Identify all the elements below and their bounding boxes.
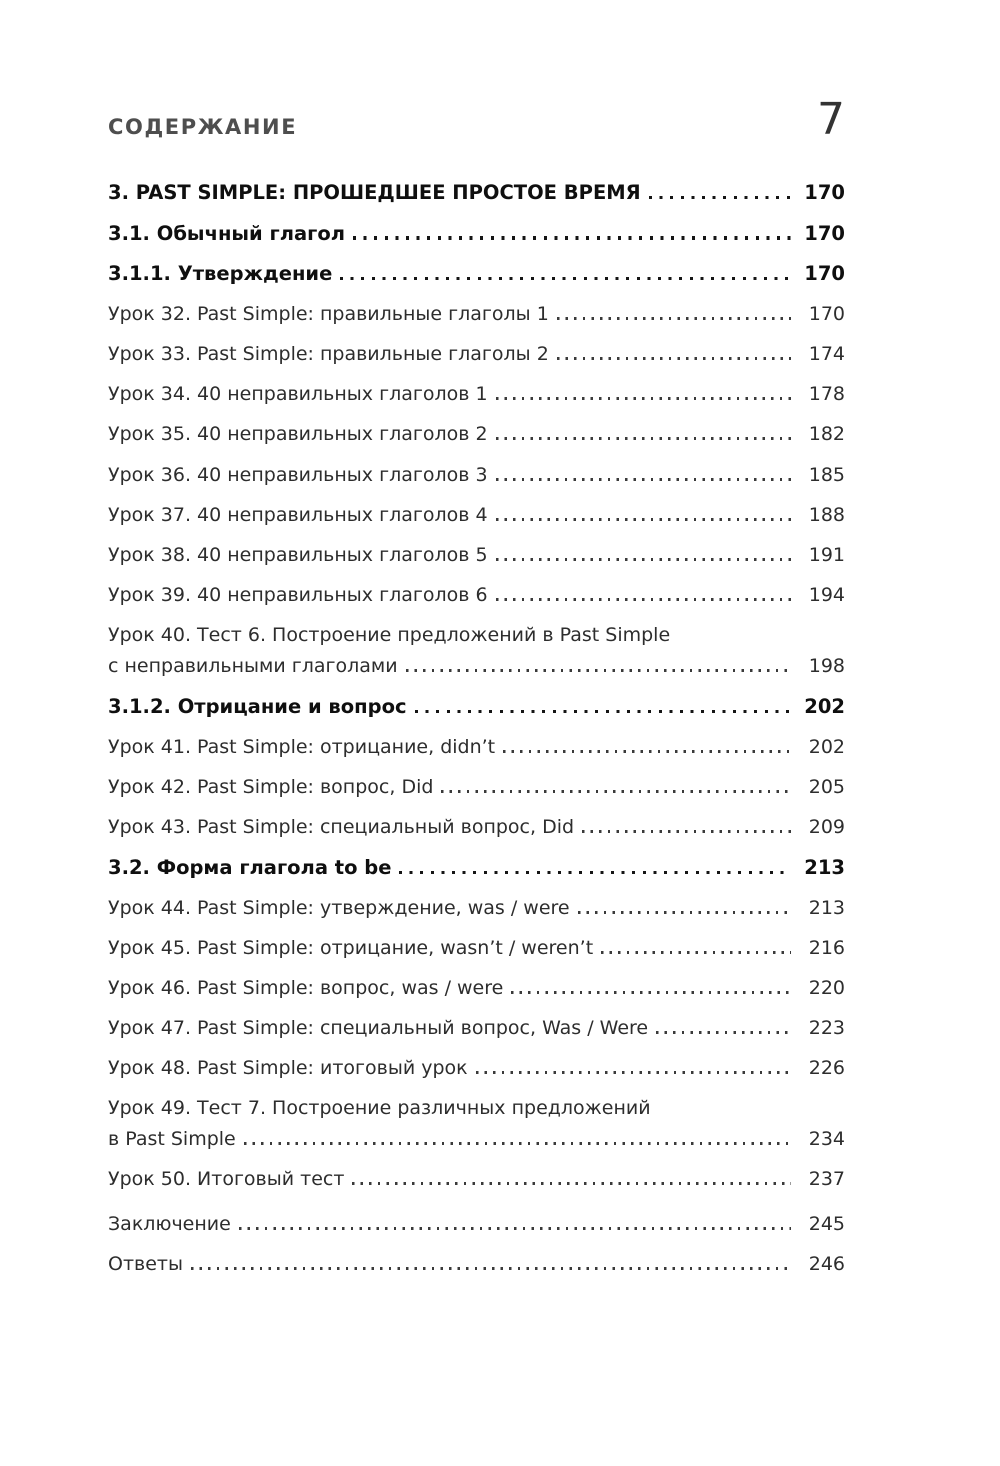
toc-entry: [108, 1056, 845, 1081]
toc-entry-page: 237: [808, 1168, 845, 1191]
toc-entry: [108, 302, 845, 327]
toc-entry-title: Урок 40. Тест 6. Построение предложений в Past Simple: [108, 623, 671, 646]
dot-leader: [191, 1267, 791, 1270]
toc-entry: [108, 775, 845, 800]
toc-entry: [108, 1096, 845, 1121]
toc-entry-page: 202: [808, 735, 845, 758]
toc-entry: [108, 654, 845, 679]
toc-entry: [108, 382, 845, 407]
toc-entry-page: 213: [804, 855, 845, 879]
toc-entry: [108, 1252, 845, 1277]
toc-entry-title: 3.2. Форма глагола to be: [108, 855, 392, 879]
toc-entry-page: 234: [808, 1128, 845, 1151]
toc-entry: [108, 463, 845, 488]
toc-entry-title: Урок 38. 40 неправильных глаголов 5: [108, 543, 488, 566]
toc-entry: [108, 1212, 845, 1237]
toc-entry-title: в Past Simple: [108, 1128, 236, 1151]
dot-leader: [503, 750, 791, 753]
dot-leader: [496, 518, 791, 521]
toc-entry: [108, 180, 845, 206]
toc-entry-title: 3.1. Обычный глагол: [108, 221, 346, 245]
toc-entry-title: Урок 37. 40 неправильных глаголов 4: [108, 503, 488, 526]
toc-entry-page: 246: [808, 1253, 845, 1276]
toc-entry: [108, 221, 845, 247]
dot-leader: [578, 911, 791, 914]
toc-entry-page: 170: [804, 181, 845, 204]
toc-entry: [108, 694, 845, 720]
toc-entry: [108, 623, 845, 648]
toc-entry-page: 174: [808, 343, 845, 366]
toc-entry-page: 198: [808, 654, 845, 677]
toc-entry: [108, 342, 845, 367]
toc-entry-title: Урок 47. Past Simple: специальный вопрос, Was / Were: [108, 1016, 649, 1039]
toc-entry: [108, 422, 845, 447]
toc-entry-title: Заключение: [108, 1213, 231, 1236]
toc-entry: [108, 896, 845, 921]
toc-entry-page: 226: [808, 1057, 845, 1079]
dot-leader: [557, 357, 791, 360]
toc-entry: [108, 735, 845, 760]
toc-entry-page: 170: [808, 303, 845, 326]
toc-entry-title: Урок 44. Past Simple: утверждение, was / were: [108, 896, 570, 919]
toc-entry-page: 182: [808, 423, 845, 446]
toc-entry-page: 216: [808, 936, 845, 959]
toc-entry-page: 205: [808, 775, 845, 798]
dot-leader: [496, 437, 791, 440]
toc-entry-title: Урок 33. Past Simple: правильные глаголы 2: [108, 343, 549, 366]
toc-entry-title: Ответы: [108, 1253, 183, 1276]
dot-leader: [601, 951, 791, 954]
toc-entry-page: 202: [804, 694, 845, 718]
dot-leader: [582, 830, 791, 833]
toc-entry-title: 3.1.2. Отрицание и вопрос: [108, 694, 407, 718]
toc-entry-page: 191: [808, 543, 845, 566]
dot-leader: [244, 1142, 791, 1145]
toc-entry-title: Урок 45. Past Simple: отрицание, wasn’t / weren’t: [108, 936, 594, 959]
toc-entry-page: 220: [808, 976, 845, 999]
toc-entry: [108, 1016, 845, 1041]
toc-entry-page: 209: [808, 815, 845, 838]
dot-leader: [656, 1031, 791, 1034]
dot-leader: [496, 478, 791, 481]
toc-entry-page: 178: [808, 383, 845, 406]
dot-leader: [649, 196, 791, 199]
dot-leader: [476, 1071, 791, 1074]
toc-entry: [108, 1127, 845, 1152]
dot-leader: [511, 991, 791, 994]
dot-leader: [415, 710, 791, 713]
toc-entry-page: 223: [808, 1016, 845, 1039]
toc-entry-title: Урок 32. Past Simple: правильные глаголы 1: [108, 303, 549, 326]
page-header: [108, 94, 845, 145]
dot-leader: [406, 669, 791, 672]
toc-entry: [108, 815, 845, 840]
toc-entry: [108, 855, 845, 881]
toc-entry-title: Урок 50. Итоговый тест: [108, 1168, 345, 1191]
toc-entry-title: Урок 41. Past Simple: отрицание, didn’t: [108, 735, 496, 758]
dot-leader: [352, 1182, 791, 1185]
dot-leader: [496, 397, 791, 400]
toc-entry: [108, 503, 845, 528]
toc-entry-title: Урок 42. Past Simple: вопрос, Did: [108, 775, 434, 798]
toc-entry-title: 3.1.1. Утверждение: [108, 262, 333, 286]
toc-entry-title: Урок 39. 40 неправильных глаголов 6: [108, 583, 488, 606]
toc-entry: [108, 543, 845, 568]
toc-entry: [108, 976, 845, 1001]
toc-entry-title: Урок 46. Past Simple: вопрос, was / were: [108, 976, 504, 999]
toc-entry-page: 245: [808, 1213, 845, 1236]
toc-entry: [108, 1167, 845, 1192]
dot-leader: [353, 236, 791, 239]
toc-entry-title: с неправильными глаголами: [108, 654, 398, 677]
toc-heading: СОДЕРЖАНИЕ: [108, 115, 298, 139]
dot-leader: [496, 598, 791, 601]
toc-list: [108, 180, 845, 1277]
dot-leader: [340, 277, 791, 280]
toc-entry-title: Урок 34. 40 неправильных глаголов 1: [108, 383, 488, 406]
toc-entry-page: 213: [808, 896, 845, 919]
toc-entry: [108, 583, 845, 608]
toc-entry-title: 3. PAST SIMPLE: ПРОШЕДШЕЕ ПРОСТОЕ ВРЕМЯ: [108, 181, 641, 204]
toc-entry-page: 188: [808, 503, 845, 526]
dot-leader: [441, 790, 791, 793]
toc-entry-page: 194: [808, 583, 845, 606]
toc-entry-page: 185: [808, 463, 845, 486]
dot-leader: [496, 558, 791, 561]
toc-entry-title: Урок 43. Past Simple: специальный вопрос, Did: [108, 815, 575, 838]
toc-entry-title: Урок 49. Тест 7. Построение различных предложений: [108, 1097, 651, 1120]
toc-entry-page: 170: [804, 262, 845, 286]
toc-entry-page: 170: [804, 221, 845, 245]
dot-leader: [239, 1227, 791, 1230]
toc-entry-title: Урок 35. 40 неправильных глаголов 2: [108, 423, 488, 446]
dot-leader: [557, 317, 791, 320]
dot-leader: [399, 871, 791, 874]
toc-entry-title: Урок 36. 40 неправильных глаголов 3: [108, 463, 488, 486]
toc-entry: [108, 936, 845, 961]
page-number: 7: [817, 94, 845, 145]
toc-entry: [108, 261, 845, 287]
toc-entry-title: Урок 48. Past Simple: итоговый урок: [108, 1057, 468, 1079]
